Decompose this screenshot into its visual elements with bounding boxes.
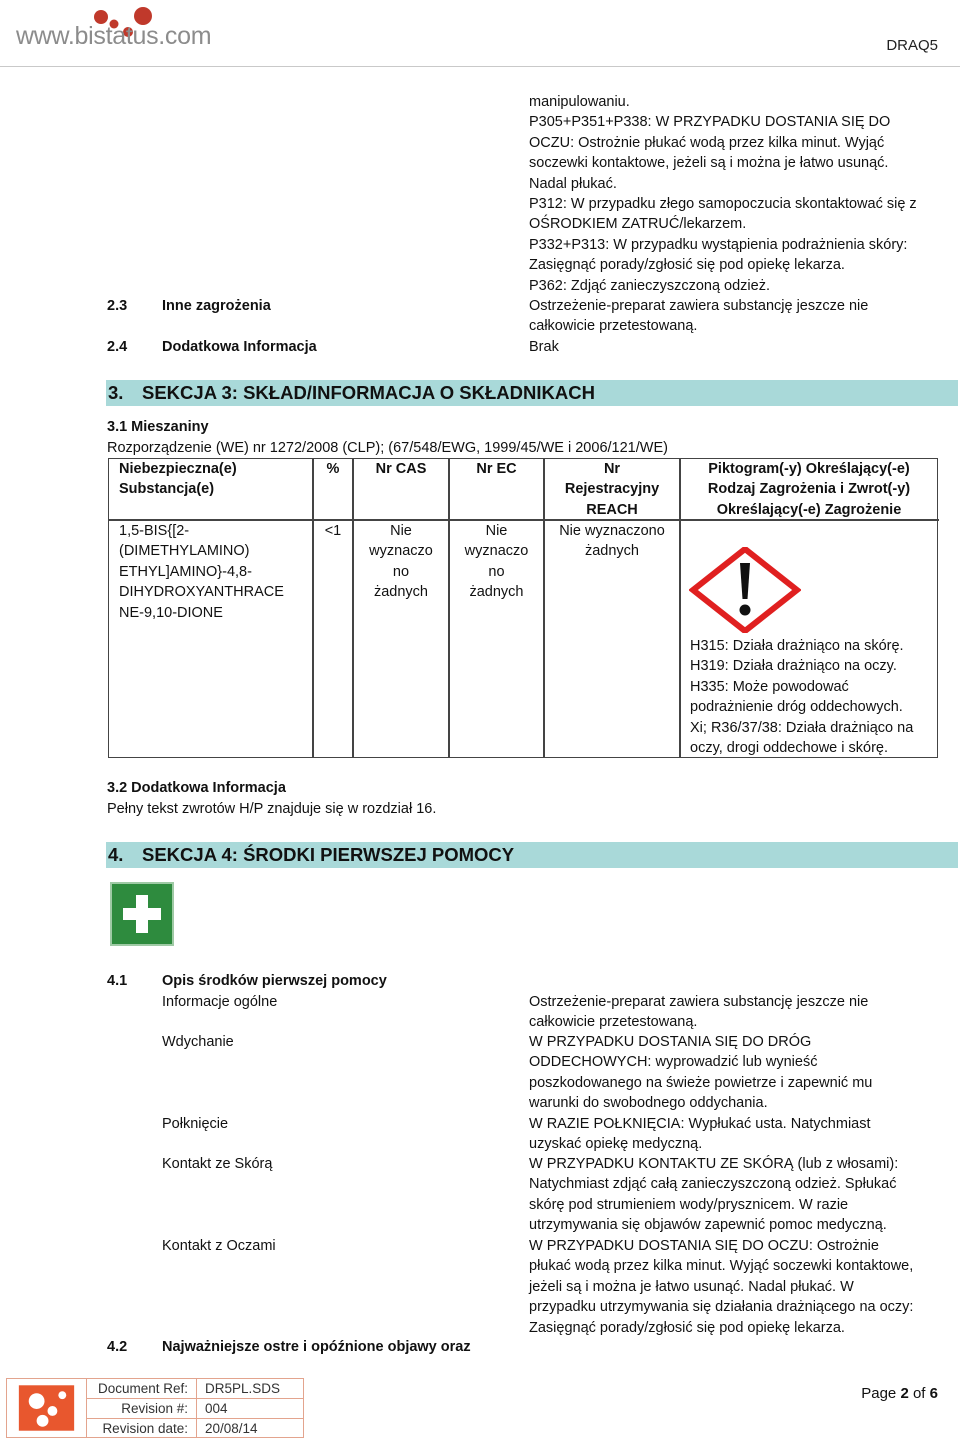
- document-code: DRAQ5: [886, 37, 938, 54]
- first-aid-text-inhalation: W PRZYPADKU DOSTANIA SIĘ DO DRÓG ODDECHOWYCH: wyprowadzić lub wynieść poszkodowanego na świeże powietrze i zapewnić mu warunki do swobodnego oddychania.: [529, 1034, 873, 1112]
- substance-cas: Nie wyznaczo no żadnych: [369, 523, 433, 601]
- first-aid-text-skin: W PRZYPADKU KONTAKTU ZE SKÓRĄ (lub z włosami): Natychmiast zdjąć całą zanieczyszczoną odzież. Spłukać skórę pod strumieniem wody/prysznicem. W razie utrzymywania się objawów zapewnić pomoc medyczną.: [529, 1156, 899, 1234]
- section-2-4-title: Dodatkowa Informacja: [162, 339, 317, 355]
- substance-reach: Nie wyznaczono żadnych: [559, 523, 665, 560]
- precautionary-statements-continued: manipulowaniu. P305+P351+P338: W PRZYPADKU DOSTANIA SIĘ DO OCZU: Ostrożnie płukać wodą przez kilka minut. Wyjąć soczewki kontaktowe, jeżeli są i można je łatwo usunąć. Nadal płukać. P312: W przypadku złego samopoczucia skontaktować się z OŚRODKIEM ZATRUĆ/lekarzem. P332+P313: W przypadku wystąpienia podrażnienia skóry: Zasięgnąć porady/zgłosić się pod opiekę lekarza. P362: Zdjąć zanieczyszczoną odzież.: [529, 94, 917, 294]
- section-2-4-number: 2.4: [107, 339, 128, 355]
- logo-wordmark: www.bistatus.com: [16, 22, 212, 50]
- section-4-banner: 4. SEKCJA 4: ŚRODKI PIERWSZEJ POMOCY: [106, 842, 958, 868]
- first-aid-cross-icon: [110, 882, 174, 946]
- section-2-3-number: 2.3: [107, 298, 128, 314]
- header-pictogram: Piktogram(-y) Określający(-e) Rodzaj Zagrożenia i Zwrot(-y) Określający(-e) Zagrożenie: [707, 461, 911, 518]
- hazard-statements: H315: Działa drażniąco na skórę. H319: Działa drażniąco na oczy. H335: Może powodować podrażnienie dróg oddechowych. Xi; R36/37/38: Działa drażniąco na oczy, drogi oddechowe i skórę.: [690, 638, 914, 757]
- doc-ref-row: Document Ref: DR5PL.SDS: [87, 1379, 303, 1399]
- section-2-3-text: Ostrzeżenie-preparat zawiera substancję jeszcze nie całkowicie przetestowaną.: [529, 298, 869, 335]
- biostatus-footer-logo: [7, 1379, 87, 1437]
- section-3-2-text: Pełny tekst zwrotów H/P znajduje się w rozdział 16.: [107, 801, 437, 817]
- first-aid-label-ingestion: Połknięcie: [162, 1116, 229, 1132]
- header-ec: Nr EC: [476, 461, 517, 477]
- section-3-banner: 3. SEKCJA 3: SKŁAD/INFORMACJA O SKŁADNIKACH: [106, 380, 958, 406]
- first-aid-text-general: Ostrzeżenie-preparat zawiera substancję jeszcze nie całkowicie przetestowaną.: [529, 994, 869, 1031]
- section-4-1-number: 4.1: [107, 973, 128, 989]
- header-cas: Nr CAS: [375, 461, 427, 477]
- substance-percent: <1: [324, 523, 342, 539]
- regulation-note: Rozporządzenie (WE) nr 1272/2008 (CLP); (67/548/EWG, 1999/45/WE i 2006/121/WE): [107, 440, 668, 456]
- section-4-1-title: Opis środków pierwszej pomocy: [162, 973, 387, 989]
- section-4-2-title: Najważniejsze ostre i opóźnione objawy oraz: [162, 1339, 471, 1355]
- header-divider: [0, 66, 960, 67]
- first-aid-label-skin: Kontakt ze Skórą: [162, 1156, 273, 1172]
- exclamation-mark-hazard-icon: [689, 547, 801, 633]
- section-4-2-number: 4.2: [107, 1339, 128, 1355]
- header-substance: Niebezpieczna(e) Substancja(e): [119, 461, 237, 498]
- section-2-3-title: Inne zagrożenia: [162, 298, 271, 314]
- document-info-table: [6, 1378, 304, 1438]
- revision-row: Revision #: 004: [87, 1399, 303, 1419]
- first-aid-label-inhalation: Wdychanie: [162, 1034, 234, 1050]
- mixtures-table: [108, 458, 938, 758]
- substance-name: 1,5-BIS{[2- (DIMETHYLAMINO) ETHYL]AMINO}-4,8- DIHYDROXYANTHRACE NE-9,10-DIONE: [119, 523, 284, 621]
- section-3-2-title: 3.2 Dodatkowa Informacja: [107, 780, 286, 796]
- header-reach: Nr Rejestracyjny REACH: [564, 461, 660, 518]
- first-aid-label-general: Informacje ogólne: [162, 994, 278, 1010]
- first-aid-text-ingestion: W RAZIE POŁKNIĘCIA: Wypłukać usta. Natychmiast uzyskać opiekę medyczną.: [529, 1116, 871, 1153]
- header-percent: %: [326, 461, 340, 477]
- page-number: Page 2 of 6: [861, 1385, 938, 1402]
- first-aid-text-eyes: W PRZYPADKU DOSTANIA SIĘ DO OCZU: Ostrożnie płukać wodą przez kilka minut. Wyjąć soczewki kontaktowe, jeżeli są i można je łatwo usunąć. Nadal płukać. W przypadku utrzymywania się działania drażniącego na oczy: Zasięgnąć porady/zgłosić się pod opiekę lekarza.: [529, 1238, 914, 1336]
- section-3-1-title: 3.1 Mieszaniny: [107, 419, 209, 435]
- substance-ec: Nie wyznaczo no żadnych: [464, 523, 529, 601]
- revision-date-row: Revision date: 20/08/14: [87, 1419, 303, 1439]
- first-aid-label-eyes: Kontakt z Oczami: [162, 1238, 276, 1254]
- section-2-4-value: Brak: [529, 339, 559, 355]
